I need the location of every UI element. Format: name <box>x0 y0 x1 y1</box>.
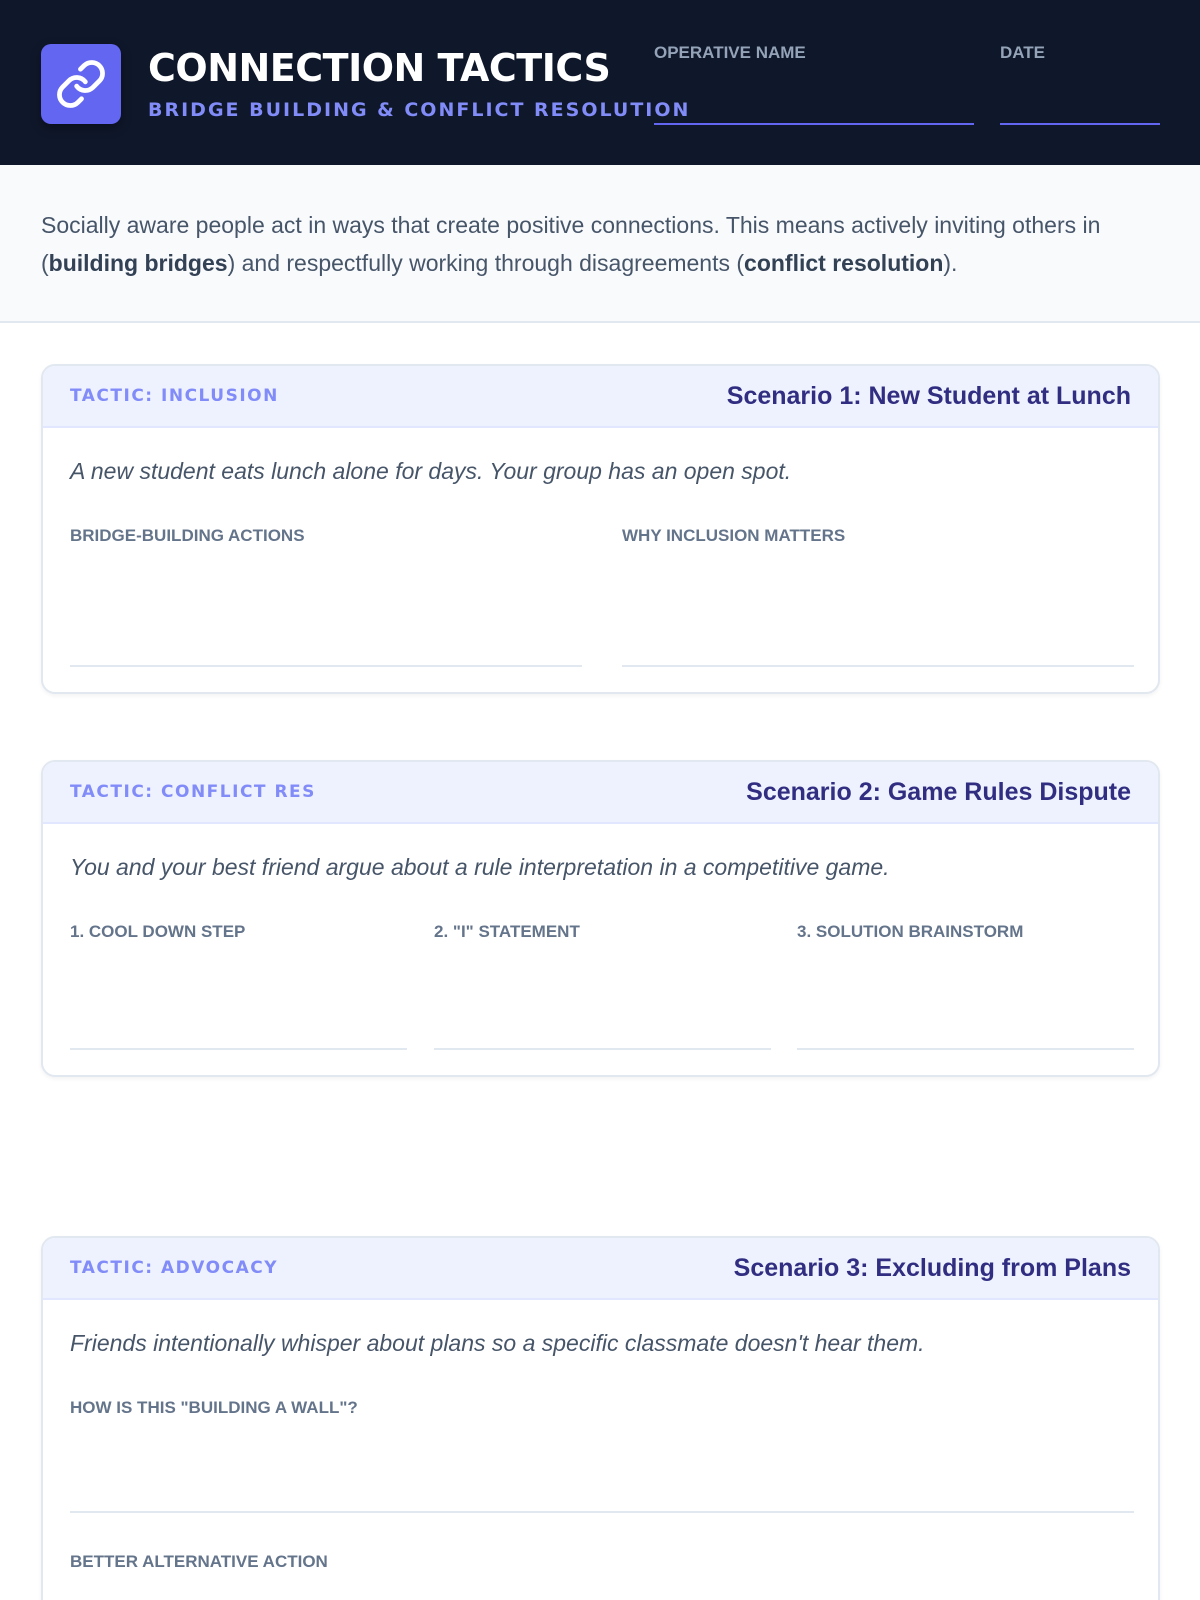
page-title: CONNECTION TACTICS <box>148 46 611 90</box>
intro-text <box>41 206 1171 282</box>
answer-label: BETTER ALTERNATIVE ACTION <box>70 1552 328 1571</box>
answer-label: HOW IS THIS "BUILDING A WALL"? <box>70 1398 358 1417</box>
tactic-label: TACTIC: CONFLICT RES <box>70 782 316 802</box>
scenario-title: Scenario 3: Excluding from Plans <box>733 1254 1131 1282</box>
answer-line-solution[interactable] <box>797 1048 1134 1050</box>
intro-text-part: Socially aware people act in ways that create positive connections. This means actively inviting others in ( <box>41 212 1101 276</box>
scenario-prompt: A new student eats lunch alone for days. Your group has an open spot. <box>70 458 792 484</box>
intro-section <box>0 165 1200 323</box>
answer-line-why-inclusion[interactable] <box>622 665 1134 667</box>
answer-label: 2. "I" STATEMENT <box>434 922 580 941</box>
intro-text-part: ) and respectfully working through disagreements ( <box>227 250 745 276</box>
answer-label: WHY INCLUSION MATTERS <box>622 526 846 545</box>
operative-name-field[interactable] <box>654 123 974 125</box>
page-subtitle: BRIDGE BUILDING & CONFLICT RESOLUTION <box>148 99 691 121</box>
scenario-card-2 <box>41 760 1160 1077</box>
tactic-label: TACTIC: ADVOCACY <box>70 1258 279 1278</box>
answer-label: 3. SOLUTION BRAINSTORM <box>797 922 1024 941</box>
scenario-title: Scenario 1: New Student at Lunch <box>726 382 1131 410</box>
scenario-prompt: Friends intentionally whisper about plans so a specific classmate doesn't hear them. <box>70 1330 925 1356</box>
scenario-card-3 <box>41 1236 1160 1600</box>
scenario-card-header <box>43 1238 1158 1300</box>
answer-line-i-statement[interactable] <box>434 1048 771 1050</box>
intro-term-building-bridges: building bridges <box>48 250 228 276</box>
scenario-card-1 <box>41 364 1160 694</box>
worksheet-header <box>0 0 1200 165</box>
answer-label: 1. COOL DOWN STEP <box>70 922 246 941</box>
answer-line-bridge-building[interactable] <box>70 665 582 667</box>
answer-line-building-wall[interactable] <box>70 1511 1134 1513</box>
link-icon <box>55 58 107 110</box>
scenario-card-header <box>43 762 1158 824</box>
intro-term-conflict-resolution: conflict resolution <box>744 250 944 276</box>
intro-text-part: ). <box>943 250 958 276</box>
answer-line-cool-down[interactable] <box>70 1048 407 1050</box>
date-label: DATE <box>1000 43 1046 62</box>
scenario-prompt: You and your best friend argue about a rule interpretation in a competitive game. <box>70 854 890 880</box>
scenario-card-header <box>43 366 1158 428</box>
logo-badge <box>41 44 121 124</box>
scenario-title: Scenario 2: Game Rules Dispute <box>746 778 1131 806</box>
tactic-label: TACTIC: INCLUSION <box>70 386 279 406</box>
date-field[interactable] <box>1000 123 1160 125</box>
operative-name-label: OPERATIVE NAME <box>654 43 806 62</box>
answer-label: BRIDGE-BUILDING ACTIONS <box>70 526 305 545</box>
